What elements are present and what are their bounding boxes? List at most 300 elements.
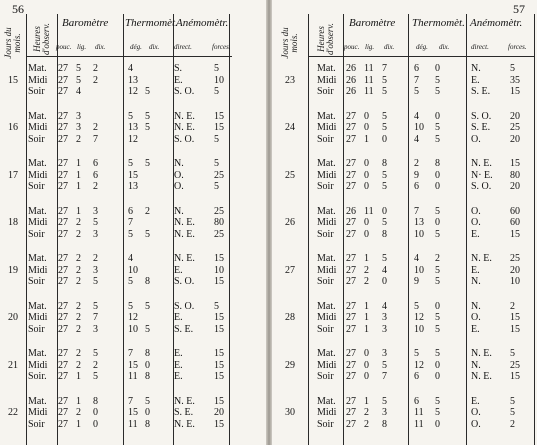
hour-cell: Mat. [317, 110, 336, 122]
lignes-cell: 1 [76, 205, 81, 217]
lignes-cell: 2 [76, 276, 81, 287]
wind-force-cell: 25 [510, 122, 520, 133]
wind-force-cell: 10 [510, 276, 520, 287]
thermo-dix-cell: 0 [435, 371, 440, 382]
dixiemes-cell: 5 [382, 169, 387, 181]
degres-cell: 12 [128, 86, 138, 97]
dixiemes-cell: 0 [93, 418, 98, 430]
table-row [0, 301, 232, 312]
wind-force-cell: 15 [510, 323, 520, 335]
dixiemes-cell: 5 [382, 359, 387, 371]
subheader-forces: forces. [508, 43, 527, 51]
degres-cell: 6 [414, 371, 419, 382]
wind-force-cell: 2 [510, 418, 515, 430]
thermo-dix-cell: 5 [435, 348, 440, 359]
table-row [272, 276, 534, 287]
thermo-dix-cell: 5 [145, 110, 150, 122]
dixiemes-cell: 7 [382, 371, 387, 382]
hour-cell: Soir [28, 181, 45, 192]
degres-cell: 5 [414, 348, 419, 359]
table-row [0, 419, 232, 430]
degres-cell: 10 [128, 323, 138, 335]
thermo-dix-cell: 0 [145, 407, 150, 418]
pouces-cell: 27 [58, 348, 68, 359]
degres-cell: 15 [128, 407, 138, 418]
pouces-cell: 27 [346, 348, 356, 359]
dixiemes-cell: 3 [93, 264, 98, 276]
thermo-dix-cell: 5 [435, 264, 440, 276]
wind-force-cell: 5 [510, 63, 515, 74]
lignes-cell: 2 [76, 348, 81, 359]
hour-cell: Mat. [317, 253, 336, 264]
lignes-cell: 2 [364, 264, 369, 276]
thermo-dix-cell: 5 [435, 407, 440, 418]
pouces-cell: 27 [58, 300, 68, 312]
lignes-cell: 2 [76, 300, 81, 312]
dixiemes-cell: 6 [93, 158, 98, 169]
pouces-cell: 27 [58, 110, 68, 122]
subheader-dix-t: dix. [149, 43, 160, 51]
table-row [272, 253, 534, 264]
wind-force-cell: 15 [214, 253, 224, 264]
lignes-cell: 2 [76, 217, 81, 228]
wind-force-cell: 20 [510, 133, 520, 145]
table-row [0, 217, 232, 228]
day-number: 24 [285, 122, 295, 133]
dixiemes-cell: 3 [382, 348, 387, 359]
lignes-cell: 2 [76, 228, 81, 240]
lignes-cell: 2 [76, 253, 81, 264]
heures-header: Heures d'observ. [315, 23, 335, 56]
dixiemes-cell: 5 [382, 395, 387, 407]
wind-direction-cell: O. [174, 169, 184, 181]
pouces-cell: 27 [58, 253, 68, 264]
lignes-cell: 1 [76, 181, 81, 192]
wind-direction-cell: S. E. [471, 122, 491, 133]
thermometre-header: Thermomèt. [412, 17, 465, 29]
degres-cell: 10 [414, 122, 424, 133]
pouces-cell: 27 [58, 122, 68, 133]
dixiemes-cell: 5 [382, 110, 387, 122]
thermo-dix-cell: 0 [435, 359, 440, 371]
lignes-cell: 5 [76, 74, 81, 86]
wind-force-cell: 5 [214, 300, 219, 312]
pouces-cell: 27 [346, 158, 356, 169]
lignes-cell: 1 [364, 253, 369, 264]
wind-force-cell: 25 [214, 228, 224, 240]
pouces-cell: 27 [58, 86, 68, 97]
wind-force-cell: 15 [214, 110, 224, 122]
table-row [0, 158, 232, 169]
hour-cell: Mat. [28, 205, 47, 217]
hour-cell: Mat. [317, 395, 336, 407]
hour-cell: Midi [28, 74, 48, 86]
thermo-dix-cell: 5 [145, 300, 150, 312]
thermo-dix-cell: 5 [145, 323, 150, 335]
thermo-dix-cell: 5 [435, 312, 440, 323]
pouces-cell: 27 [346, 312, 356, 323]
table-row [272, 229, 534, 240]
barometre-header: Baromètre [349, 17, 396, 29]
table-row [272, 181, 534, 192]
table-row [0, 229, 232, 240]
wind-direction-cell: S. O. [174, 86, 195, 97]
wind-force-cell: 15 [214, 312, 224, 323]
wind-direction-cell: O. [471, 407, 481, 418]
subheader-direct: direct. [174, 43, 192, 51]
degres-cell: 6 [414, 395, 419, 407]
lignes-cell: 0 [364, 169, 369, 181]
lignes-cell: 11 [364, 205, 374, 217]
page-number: 56 [12, 2, 24, 16]
hour-cell: Soir [317, 86, 334, 97]
table-row [272, 419, 534, 430]
lignes-cell: 0 [364, 181, 369, 192]
hour-cell: Soir [317, 181, 334, 192]
hour-cell: Soir [317, 418, 334, 430]
hour-cell: Midi [28, 264, 48, 276]
degres-cell: 4 [128, 63, 133, 74]
wind-direction-cell: S. E. [471, 86, 491, 97]
lignes-cell: 1 [364, 133, 369, 145]
dixiemes-cell: 8 [382, 418, 387, 430]
wind-direction-cell: N. E. [174, 253, 195, 264]
table-row [0, 86, 232, 97]
degres-cell: 5 [128, 276, 133, 287]
dixiemes-cell: 8 [382, 228, 387, 240]
degres-cell: 9 [414, 169, 419, 181]
degres-cell: 11 [128, 418, 138, 430]
heures-header: Heures d'observ. [31, 23, 51, 56]
wind-direction-cell: E. [174, 312, 183, 323]
wind-force-cell: 5 [214, 181, 219, 192]
pouces-cell: 27 [58, 228, 68, 240]
wind-force-cell: 5 [214, 63, 219, 74]
dixiemes-cell: 2 [93, 359, 98, 371]
hour-cell: Midi [317, 407, 337, 418]
dixiemes-cell: 2 [93, 63, 98, 74]
wind-force-cell: 15 [214, 276, 224, 287]
day-number: 29 [285, 359, 295, 371]
wind-direction-cell: S. O. [174, 276, 195, 287]
wind-direction-cell: N. E. [471, 348, 492, 359]
lignes-cell: 0 [364, 371, 369, 382]
degres-cell: 5 [414, 300, 419, 312]
day-number: 17 [8, 169, 18, 181]
dixiemes-cell: 5 [382, 181, 387, 192]
degres-cell: 6 [128, 205, 133, 217]
degres-cell: 4 [414, 133, 419, 145]
lignes-cell: 1 [76, 395, 81, 407]
dixiemes-cell: 0 [382, 276, 387, 287]
wind-force-cell: 5 [510, 407, 515, 418]
wind-force-cell: 15 [214, 348, 224, 359]
degres-cell: 15 [128, 169, 138, 181]
pouces-cell: 27 [346, 181, 356, 192]
pouces-cell: 26 [346, 74, 356, 86]
dixiemes-cell: 5 [93, 371, 98, 382]
degres-cell: 12 [128, 312, 138, 323]
wind-force-cell: 15 [510, 228, 520, 240]
table-row [272, 158, 534, 169]
wind-direction-cell: E. [471, 228, 480, 240]
wind-force-cell: 25 [214, 205, 224, 217]
lignes-cell: 2 [364, 407, 369, 418]
hour-cell: Mat. [28, 253, 47, 264]
pouces-cell: 27 [346, 371, 356, 382]
hour-cell: Mat. [317, 348, 336, 359]
thermo-dix-cell: 5 [145, 86, 150, 97]
dixiemes-cell: 2 [93, 181, 98, 192]
wind-force-cell: 2 [510, 300, 515, 312]
pouces-cell: 27 [58, 158, 68, 169]
wind-force-cell: 80 [510, 169, 520, 181]
degres-cell: 11 [414, 407, 424, 418]
dixiemes-cell: 2 [93, 122, 98, 133]
table-row [0, 312, 232, 323]
dixiemes-cell: 3 [93, 323, 98, 335]
pouces-cell: 27 [346, 169, 356, 181]
pouces-cell: 27 [346, 359, 356, 371]
pouces-cell: 27 [346, 323, 356, 335]
thermo-dix-cell: 5 [435, 228, 440, 240]
day-number: 16 [8, 122, 18, 133]
wind-force-cell: 10 [214, 74, 224, 86]
wind-direction-cell: N. E. [174, 217, 195, 228]
dixiemes-cell: 5 [93, 348, 98, 359]
day-number: 30 [285, 407, 295, 418]
thermo-dix-cell: 5 [435, 133, 440, 145]
thermo-dix-cell: 5 [435, 122, 440, 133]
wind-direction-cell: O. [471, 312, 481, 323]
wind-direction-cell: N· E. [471, 169, 493, 181]
wind-force-cell: 20 [214, 407, 224, 418]
thermo-dix-cell: 8 [145, 418, 150, 430]
degres-cell: 13 [128, 122, 138, 133]
degres-cell: 11 [128, 371, 138, 382]
lignes-cell: 0 [364, 348, 369, 359]
dixiemes-cell: 8 [382, 158, 387, 169]
pouces-cell: 27 [346, 228, 356, 240]
table-row [272, 265, 534, 276]
table-row [272, 170, 534, 181]
wind-force-cell: 5 [510, 395, 515, 407]
degres-cell: 12 [414, 312, 424, 323]
day-number: 20 [8, 312, 18, 323]
degres-cell: 5 [128, 300, 133, 312]
degres-cell: 2 [414, 158, 419, 169]
pouces-cell: 27 [346, 217, 356, 228]
day-number: 26 [285, 217, 295, 228]
pouces-cell: 27 [346, 110, 356, 122]
day-number: 28 [285, 312, 295, 323]
wind-direction-cell: N. [471, 276, 481, 287]
day-number: 25 [285, 169, 295, 181]
pouces-cell: 27 [346, 264, 356, 276]
jours-du-mois-header: Jours du mois. [3, 27, 22, 59]
table-row [0, 407, 232, 418]
dixiemes-cell: 8 [93, 395, 98, 407]
thermo-dix-cell: 2 [145, 205, 150, 217]
table-row [272, 111, 534, 122]
wind-force-cell: 25 [510, 359, 520, 371]
thermo-dix-cell: 0 [435, 418, 440, 430]
thermo-dix-cell: 5 [435, 276, 440, 287]
degres-cell: 6 [414, 63, 419, 74]
table-row [0, 170, 232, 181]
hour-cell: Soir. [28, 371, 47, 382]
subheader-pouc: pouc. [344, 43, 360, 51]
dixiemes-cell: 5 [382, 217, 387, 228]
wind-direction-cell: E. [174, 359, 183, 371]
pouces-cell: 27 [58, 264, 68, 276]
wind-direction-cell: N. E. [471, 158, 492, 169]
wind-force-cell: 15 [214, 418, 224, 430]
lignes-cell: 2 [76, 312, 81, 323]
thermo-dix-cell: 8 [145, 371, 150, 382]
wind-force-cell: 5 [214, 133, 219, 145]
wind-direction-cell: N. [471, 63, 481, 74]
pouces-cell: 27 [58, 217, 68, 228]
lignes-cell: 3 [76, 122, 81, 133]
dixiemes-cell: 7 [93, 312, 98, 323]
lignes-cell: 2 [364, 418, 369, 430]
lignes-cell: 11 [364, 86, 374, 97]
hour-cell: Soir [317, 323, 334, 335]
table-row [272, 134, 534, 145]
wind-direction-cell: O. [471, 418, 481, 430]
wind-direction-cell: N. E. [174, 395, 195, 407]
dixiemes-cell: 3 [382, 323, 387, 335]
wind-force-cell: 60 [510, 217, 520, 228]
wind-force-cell: 80 [214, 217, 224, 228]
pouces-cell: 27 [346, 395, 356, 407]
lignes-cell: 1 [364, 312, 369, 323]
pouces-cell: 27 [58, 359, 68, 371]
wind-force-cell: 5 [214, 158, 219, 169]
wind-direction-cell: S. E. [174, 407, 194, 418]
wind-direction-cell: N. E. [174, 228, 195, 240]
wind-direction-cell: E. [471, 74, 480, 86]
wind-direction-cell: S. O. [471, 181, 492, 192]
table-row [0, 276, 232, 287]
hour-cell: Soir [28, 323, 45, 335]
pouces-cell: 27 [58, 63, 68, 74]
page-number: 57 [513, 2, 525, 16]
hour-cell: Soir [28, 133, 45, 145]
dixiemes-cell: 5 [382, 122, 387, 133]
dixiemes-cell: 3 [382, 312, 387, 323]
wind-force-cell: 15 [214, 122, 224, 133]
pouces-cell: 27 [58, 133, 68, 145]
wind-direction-cell: S. E. [174, 323, 194, 335]
dixiemes-cell: 2 [93, 253, 98, 264]
anemometre-header: Anémomètr. [176, 17, 229, 29]
degres-cell: 7 [414, 205, 419, 217]
dixiemes-cell: 4 [382, 300, 387, 312]
wind-force-cell: 15 [510, 312, 520, 323]
table-row [272, 407, 534, 418]
thermo-dix-cell: 5 [145, 228, 150, 240]
thermo-dix-cell: 0 [145, 359, 150, 371]
table-row [0, 371, 232, 382]
wind-direction-cell: E. [471, 264, 480, 276]
wind-force-cell: 15 [510, 86, 520, 97]
table-row [272, 301, 534, 312]
hour-cell: Midi [28, 122, 48, 133]
degres-cell: 5 [128, 228, 133, 240]
table-row [272, 348, 534, 359]
wind-force-cell: 25 [510, 253, 520, 264]
hour-cell: Soir [317, 228, 334, 240]
degres-cell: 5 [128, 110, 133, 122]
wind-force-cell: 15 [510, 371, 520, 382]
thermo-dix-cell: 2 [435, 253, 440, 264]
pouces-cell: 27 [58, 418, 68, 430]
thermo-dix-cell: 0 [435, 300, 440, 312]
wind-force-cell: 60 [510, 205, 520, 217]
degres-cell: 4 [128, 253, 133, 264]
hour-cell: Midi [317, 122, 337, 133]
wind-force-cell: 15 [214, 359, 224, 371]
thermo-dix-cell: 0 [435, 181, 440, 192]
thermo-dix-cell: 5 [435, 205, 440, 217]
degres-cell: 13 [128, 181, 138, 192]
dixiemes-cell: 3 [382, 407, 387, 418]
table-row [0, 360, 232, 371]
table-row [272, 324, 534, 335]
wind-force-cell: 20 [510, 181, 520, 192]
table-row [0, 324, 232, 335]
hour-cell: Midi [317, 217, 337, 228]
wind-direction-cell: E. [174, 74, 183, 86]
pouces-cell: 27 [58, 323, 68, 335]
hour-cell: Mat. [317, 63, 336, 74]
degres-cell: 7 [128, 395, 133, 407]
table-row [0, 265, 232, 276]
thermo-dix-cell: 5 [435, 86, 440, 97]
day-number: 23 [285, 74, 295, 86]
hour-cell: Mat. [28, 158, 47, 169]
hour-cell: Midi [317, 264, 337, 276]
wind-force-cell: 20 [510, 110, 520, 122]
wind-force-cell: 25 [214, 169, 224, 181]
table-row [272, 63, 534, 74]
wind-force-cell: 15 [214, 395, 224, 407]
lignes-cell: 1 [364, 300, 369, 312]
subheader-lig: lig. [365, 43, 375, 51]
degres-cell: 6 [414, 181, 419, 192]
thermo-dix-cell: 5 [145, 158, 150, 169]
lignes-cell: 1 [76, 169, 81, 181]
thermo-dix-cell: 0 [435, 63, 440, 74]
wind-direction-cell: N. E. [174, 418, 195, 430]
dixiemes-cell: 0 [382, 133, 387, 145]
wind-force-cell: 5 [510, 348, 515, 359]
pouces-cell: 27 [58, 371, 68, 382]
degres-cell: 12 [128, 133, 138, 145]
wind-direction-cell: N. E. [174, 110, 195, 122]
hour-cell: Midi [317, 74, 337, 86]
lignes-cell: 2 [76, 323, 81, 335]
pouces-cell: 27 [346, 122, 356, 133]
pouces-cell: 27 [58, 312, 68, 323]
wind-direction-cell: E. [174, 348, 183, 359]
thermo-dix-cell: 8 [145, 276, 150, 287]
lignes-cell: 11 [364, 74, 374, 86]
hour-cell: Midi [28, 312, 48, 323]
wind-direction-cell: O. [471, 217, 481, 228]
